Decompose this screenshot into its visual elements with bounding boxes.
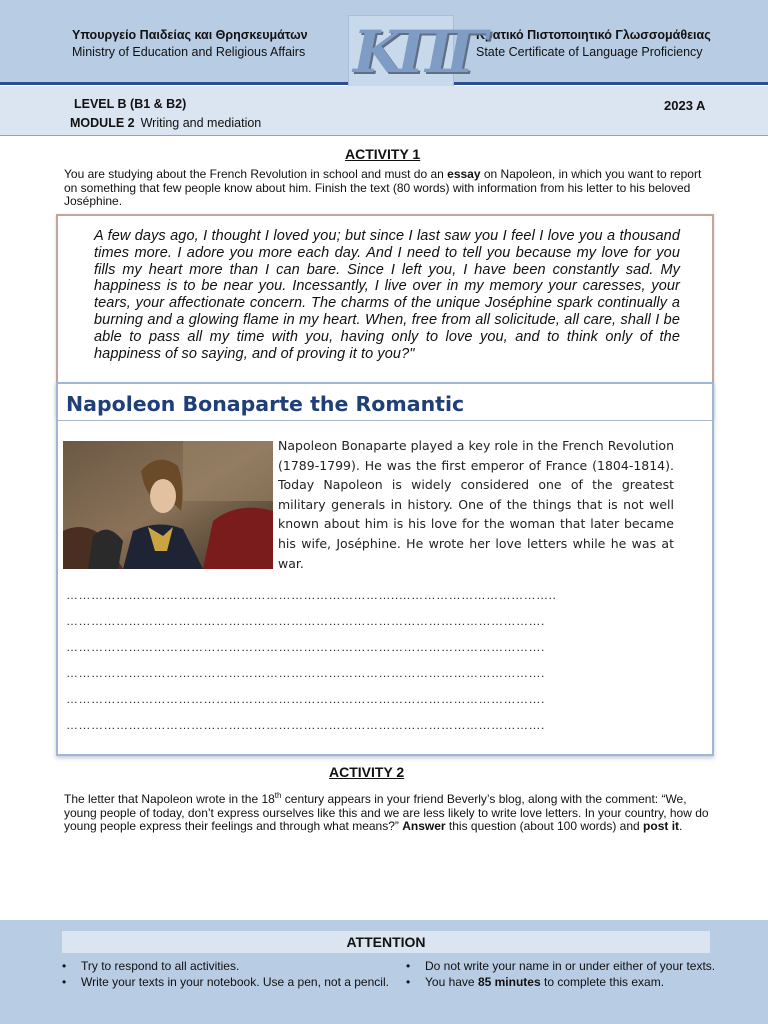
instr-bold: post it [643, 819, 680, 833]
ministry-block [72, 27, 308, 61]
attention-heading: ATTENTION [62, 931, 710, 953]
blog-title-rule [58, 420, 712, 421]
exam-info-bar [0, 86, 768, 136]
answer-line: ……………………………………………………………………………………………………. [66, 640, 545, 654]
attention-tip [406, 974, 715, 990]
attention-list-right [406, 958, 715, 990]
attention-tip: • Try to respond to all activities. [62, 958, 389, 974]
logo-text: ΚΠΓ [353, 18, 482, 86]
exam-level: LEVEL B (B1 & B2) [74, 97, 187, 111]
activity-1-title: ACTIVITY 1 [345, 146, 421, 162]
instr-text: century appears in your friend Beverly’s blog, along with the comment: “We, young people of today, don’t express ourselves like this and we are less likely to write love letters. In your country, how do young people express their feelings and through what means?” [64, 792, 709, 833]
exam-module [70, 116, 261, 130]
answer-line: ……………………………………………………………………………………………………. [66, 614, 545, 628]
attention-list-left [62, 958, 389, 990]
blog-post-box [56, 382, 714, 756]
greek-certificate-name: Κρατικό Πιστοποιητικό Γλωσσομάθειας [476, 28, 711, 42]
activity-1-instructions [64, 168, 716, 209]
attention-tip: • Write your texts in your notebook. Use a pen, not a pencil. [62, 974, 389, 990]
answer-line: ……………………………………………………………………………………………………. [66, 718, 545, 732]
kpg-logo [348, 15, 482, 95]
instr-superscript: th [274, 791, 282, 800]
certificate-name: State Certificate of Language Proficiency [476, 45, 703, 59]
attention-footer [0, 920, 768, 1024]
instr-text: The letter that Napoleon wrote in the 18 [64, 792, 275, 806]
tip-bold: 85 minutes [477, 975, 541, 989]
blog-text: Napoleon Bonaparte played a key role in the French Revolution (1789-1799). He was the first emperor of France (1804-1814). Today Napoleon is widely considered one of the greatest military generals in history. One of the things that is not well known about him is his love for the woman that later became his wife, Joséphine. He wrote her love letters while he was at war. [278, 438, 674, 571]
instr-bold: Answer [402, 819, 446, 833]
instr-text: this question (about 100 words) and [445, 819, 644, 833]
instr-text: You are studying about the French Revolution in school and must do an [64, 167, 448, 181]
instr-text: on Napoleon, in which you want to report on something that few people know about him. Finish the text (80 words) with information from his letter to his beloved Joséphine. [64, 167, 702, 208]
exam-period: 2023 A [664, 98, 706, 113]
module-name: Writing and mediation [140, 116, 262, 130]
certificate-block [476, 27, 711, 61]
instr-bold: essay [447, 167, 481, 181]
tip-text: You have [425, 975, 478, 989]
blog-title: Napoleon Bonaparte the Romantic [66, 392, 465, 416]
activity-2-title: ACTIVITY 2 [329, 764, 405, 780]
greek-ministry-name: Υπουργείο Παιδείας και Θρησκευμάτων [72, 28, 308, 42]
answer-line: ……………………………………………………………………………………………………. [66, 666, 545, 680]
attention-tip: • Do not write your name in or under either of your texts. [406, 958, 715, 974]
activity-2-instructions [64, 789, 716, 834]
letter-text: A few days ago, I thought I loved you; but since I last saw you I feel I love you a thousand times more. I adore you more each day. And I need to tell you because my love for you fills my heart more than I can bare. Since I left you, I have been constantly sad. My happiness is to be near you. Incessantly, I live over in my memory your caresses, your tears, your affectionate concern. The charms of the unique Joséphine spark continually a burning and a glowing flame in my heart. When, free from all solicitude, all care, shall I be able to pass all my time with you, having only to love you, and to think only of the happiness of so saying, and of proving it to you?" [94, 228, 680, 362]
instr-text: . [679, 819, 683, 833]
tip-text: to complete this exam. [540, 975, 665, 989]
napoleon-portrait-image [63, 441, 273, 569]
ministry-name: Ministry of Education and Religious Affairs [72, 45, 306, 59]
answer-line: ……………………………………………………………………..……………………………….. [66, 588, 557, 602]
answer-line: ……………………………………………………………………………………………………. [66, 692, 545, 706]
module-label: MODULE 2 [70, 116, 135, 130]
